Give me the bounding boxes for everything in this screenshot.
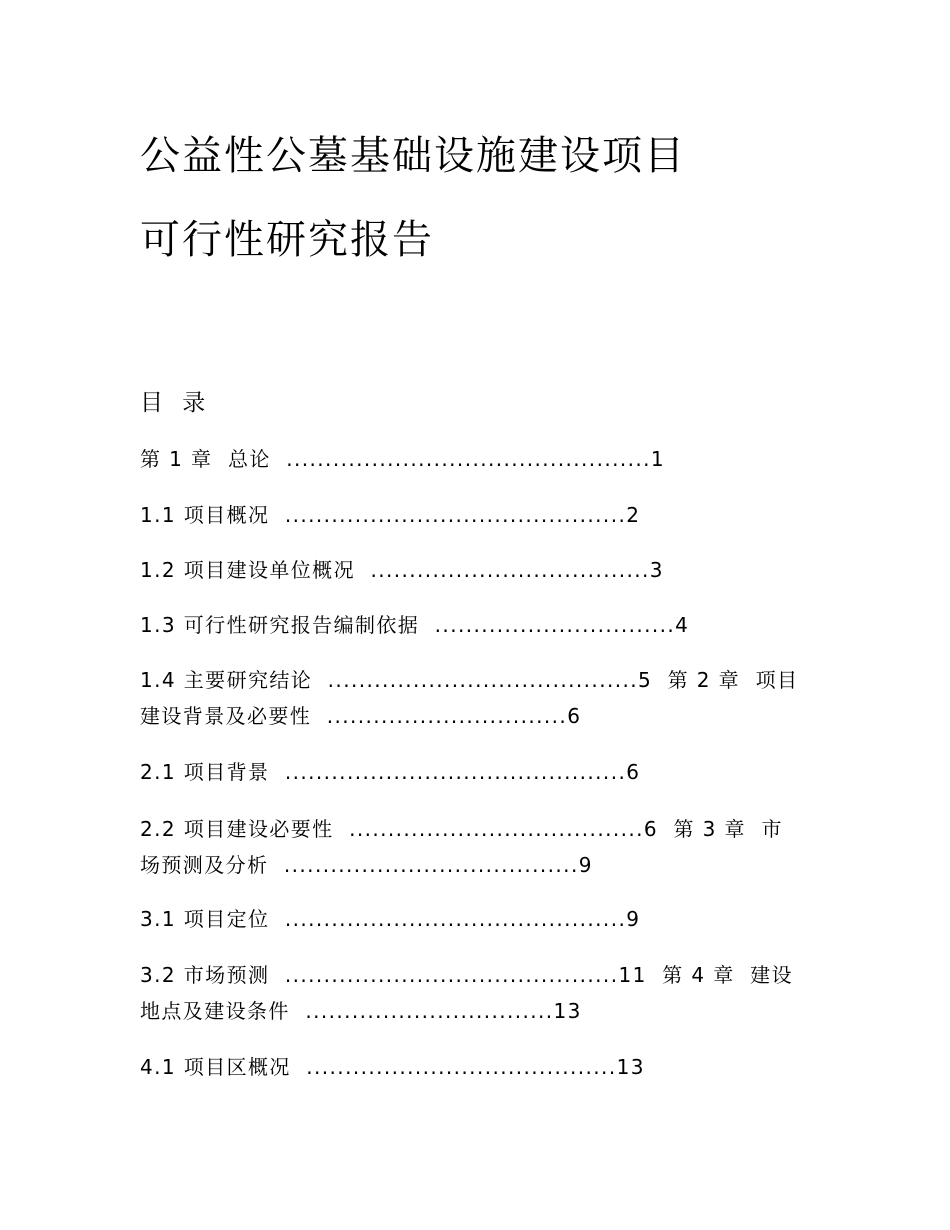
toc-entry-1-3: 1.3 可行性研究报告编制依据 ...............................4 bbox=[140, 613, 690, 637]
toc-entry-3-1: 3.1 项目定位 ............................................9 bbox=[140, 907, 641, 931]
toc-entry-1-1: 1.1 项目概况 ............................................2 bbox=[140, 503, 641, 527]
toc-entry-1-2: 1.2 项目建设单位概况 ....................................3 bbox=[140, 558, 664, 582]
toc-entry-3-2: 3.2 市场预测 ...........................................11 第 4 章 建设 地点及建设条件 ................................13 bbox=[140, 963, 793, 1023]
toc-entry-2-2: 2.2 项目建设必要性 ......................................6 第 3 章 市 场预测及分析 ......................................9 bbox=[140, 817, 783, 877]
toc-heading: 目 录 bbox=[140, 390, 212, 416]
document-title-line-2: 可行性研究报告 bbox=[140, 217, 434, 263]
toc-entry-chapter-1: 第 1 章 总论 ...............................................1 bbox=[140, 447, 665, 471]
toc-entry-4-1: 4.1 项目区概况 ........................................13 bbox=[140, 1055, 645, 1079]
toc-entry-2-1: 2.1 项目背景 ............................................6 bbox=[140, 760, 641, 784]
document-title-line-1: 公益性公墓基础设施建设项目 bbox=[140, 133, 686, 179]
toc-entry-1-4: 1.4 主要研究结论 ........................................5 第 2 章 项目 建设背景及必要性 ...............................6 bbox=[140, 668, 799, 728]
